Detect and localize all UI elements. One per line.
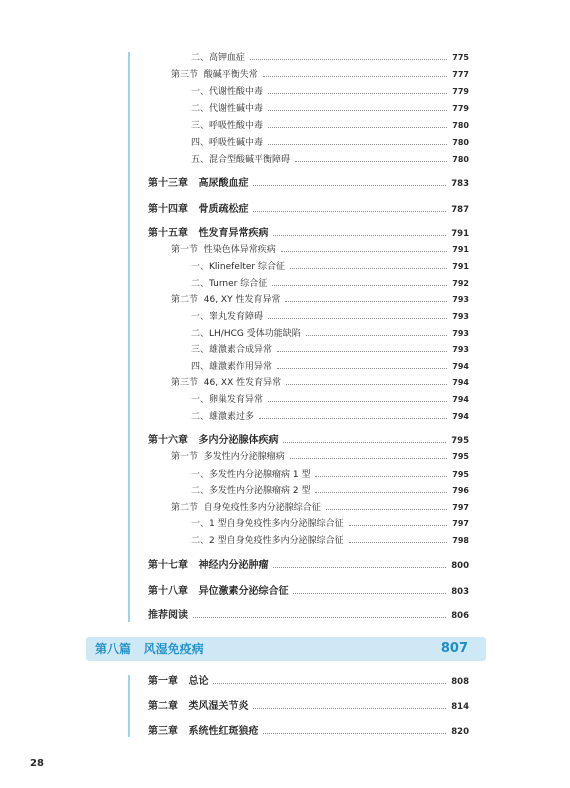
dot-leader: [273, 235, 446, 236]
toc-section: [0, 67, 570, 83]
toc-item: [0, 118, 570, 134]
toc-entry-page: 798: [452, 536, 469, 545]
toc-entry-page: 780: [452, 121, 469, 130]
toc-entry-title: 卵巢发育异常: [209, 395, 264, 405]
toc-entry-page: 779: [452, 87, 469, 96]
toc-entry-title: 混合型酸碱平衡障碍: [209, 155, 291, 165]
toc-item: [0, 533, 570, 549]
toc-entry-number: 第十四章: [148, 204, 188, 215]
toc-entry-page: 779: [452, 104, 469, 113]
dot-leader: [268, 127, 447, 128]
toc-entry-label: [148, 202, 248, 218]
toc-entry-number: 第一节: [171, 452, 199, 462]
dot-leader: [253, 211, 446, 212]
toc-entry-label: [191, 276, 267, 292]
toc-entry-page: 797: [452, 503, 469, 512]
toc-entry-number: 五、: [191, 155, 210, 165]
toc-entry-page: 794: [452, 412, 469, 421]
toc-chapter: [0, 226, 570, 242]
part-heading: [86, 637, 486, 661]
toc-entry-title: 呼吸性酸中毒: [209, 121, 264, 131]
toc-entry-page: 791: [452, 245, 469, 254]
toc-entry-label: [191, 342, 272, 358]
dot-leader: [285, 301, 447, 302]
dot-leader: [281, 251, 448, 252]
dot-leader: [349, 542, 448, 543]
toc-item: [0, 516, 570, 532]
dot-leader: [295, 161, 447, 162]
toc-entry-number: 第二节: [171, 503, 199, 513]
toc-entry-title: 呼吸性碱中毒: [209, 138, 264, 148]
toc-chapter: [0, 724, 570, 740]
toc-entry-number: 二、: [191, 53, 210, 63]
toc-entry-page: 793: [452, 345, 469, 354]
toc-entry-label: [191, 152, 290, 168]
toc-entry-page: 820: [451, 727, 469, 737]
toc-entry-label: [191, 483, 310, 499]
toc-entry-label: [191, 467, 310, 483]
toc-chapter: [0, 433, 570, 449]
toc-chapter: [0, 674, 570, 690]
toc-entry-number: 第十三章: [148, 178, 188, 189]
dot-leader: [268, 110, 447, 111]
toc-item: [0, 342, 570, 358]
dot-leader: [268, 93, 447, 94]
toc-entry-number: 第十六章: [148, 435, 188, 446]
toc-entry-page: 794: [452, 395, 469, 404]
dot-leader: [253, 185, 446, 186]
dot-leader: [250, 59, 447, 60]
dot-leader: [315, 492, 447, 493]
toc-entry-title: 神经内分泌肿瘤: [198, 560, 269, 571]
toc-entry-page: 803: [451, 587, 469, 597]
toc-entry-title: 代谢性碱中毒: [209, 104, 264, 114]
toc-entry-number: 一、: [191, 87, 210, 97]
toc-entry-label: [191, 409, 254, 425]
toc-chapter: [0, 176, 570, 192]
toc-item: [0, 135, 570, 151]
toc-entry-title: 1 型自身免疫性多内分泌腺综合征: [209, 519, 344, 529]
dot-leader: [326, 509, 448, 510]
toc-entry-number: 一、: [191, 470, 210, 480]
dot-leader: [290, 268, 447, 269]
dot-leader: [306, 335, 448, 336]
toc-entry-title: 性发育异常疾病: [198, 228, 269, 239]
toc-entry-title: 类风湿关节炎: [188, 701, 249, 712]
toc-entry-title: 系统性红斑狼疮: [188, 726, 259, 737]
toc-entry-number: 第一节: [171, 245, 199, 255]
toc-entry-title: 骨质疏松症: [198, 204, 249, 215]
toc-entry-label: [191, 392, 263, 408]
toc-entry-page: 808: [451, 677, 469, 687]
toc-item: [0, 326, 570, 342]
toc-entry-number: 二、: [191, 279, 210, 289]
toc-entry-page: 793: [452, 295, 469, 304]
toc-entry-number: 第二节: [171, 295, 199, 305]
toc-item: [0, 276, 570, 292]
toc-entry-label: [191, 84, 263, 100]
toc-entry-title: 酸碱平衡失常: [203, 70, 258, 80]
toc-entry-label: [171, 375, 281, 391]
toc-entry-number: 第二章: [148, 701, 178, 712]
page-number: 28: [30, 758, 44, 769]
toc-entry-number: 一、: [191, 395, 210, 405]
toc-entry-title: Klinefelter 综合征: [209, 262, 285, 272]
toc-section: [0, 375, 570, 391]
toc-item: [0, 359, 570, 375]
toc-entry-title: 多发性内分泌腺瘤病: [203, 452, 285, 462]
toc-entry-title: 代谢性酸中毒: [209, 87, 264, 97]
toc-item: [0, 259, 570, 275]
toc-entry-label: [148, 584, 288, 600]
toc-entry-label: [171, 67, 258, 83]
toc-entry-title: 多内分泌腺体疾病: [198, 435, 279, 446]
dot-leader: [268, 401, 447, 402]
toc-entry-title: 多发性内分泌腺瘤病 2 型: [209, 486, 311, 496]
toc-entry-page: 793: [452, 312, 469, 321]
toc-entry-label: [191, 50, 245, 66]
toc-entry-number: 四、: [191, 138, 210, 148]
toc-chapter: [0, 558, 570, 574]
toc-entry-label: [148, 674, 208, 690]
toc-entry-number: 二、: [191, 412, 210, 422]
toc-item: [0, 409, 570, 425]
dot-leader: [272, 285, 447, 286]
toc-section: [0, 242, 570, 258]
toc-entry-page: 797: [452, 519, 469, 528]
toc-entry-number: 三、: [191, 121, 210, 131]
toc-entry-title: 性染色体异常疾病: [203, 245, 276, 255]
toc-entry-number: 一、: [191, 312, 210, 322]
toc-entry-label: [171, 292, 280, 308]
toc-chapter: [0, 584, 570, 600]
toc-entry-number: 第一章: [148, 676, 178, 687]
toc-item: [0, 84, 570, 100]
dot-leader: [349, 525, 448, 526]
toc-entry-page: 793: [452, 329, 469, 338]
toc-item: [0, 152, 570, 168]
toc-entry-page: 787: [451, 205, 469, 215]
dot-leader: [268, 318, 447, 319]
dot-leader: [277, 351, 447, 352]
toc-entry-number: 四、: [191, 362, 210, 372]
toc-entry-label: [191, 135, 263, 151]
toc-entry-page: 794: [452, 378, 469, 387]
dot-leader: [259, 418, 447, 419]
toc-entry-title: 总论: [188, 676, 209, 687]
toc-entry-label: [148, 608, 188, 624]
part-page: 807: [440, 641, 468, 656]
toc-entry-title: 睾丸发育障碍: [209, 312, 264, 322]
toc-entry-number: 第十五章: [148, 228, 188, 239]
toc-entry-label: [191, 359, 272, 375]
toc-entry-label: [191, 118, 263, 134]
toc-entry-number: 三、: [191, 345, 210, 355]
dot-leader: [293, 593, 446, 594]
toc-entry-number: 二、: [191, 486, 210, 496]
toc-entry-number: 二、: [191, 536, 210, 546]
toc-entry-label: [191, 326, 301, 342]
toc-entry-page: 792: [452, 279, 469, 288]
toc-entry-number: 一、: [191, 262, 210, 272]
toc-entry-label: [148, 724, 258, 740]
toc-entry-page: 780: [452, 138, 469, 147]
toc-entry-page: 780: [452, 155, 469, 164]
toc-entry-page: 795: [452, 470, 469, 479]
dot-leader: [268, 144, 447, 145]
toc-entry-title: 46, XX 性发育异常: [203, 378, 282, 388]
toc-entry-label: [191, 101, 263, 117]
dot-leader: [290, 458, 448, 459]
toc-entry-number: 第三节: [171, 70, 199, 80]
dot-leader: [315, 476, 447, 477]
dot-leader: [253, 708, 446, 709]
toc-entry-page: 775: [452, 53, 469, 62]
toc-entry-page: 791: [451, 229, 469, 239]
toc-entry-number: 二、: [191, 104, 210, 114]
dot-leader: [263, 733, 446, 734]
toc-item: [0, 483, 570, 499]
toc-entry-label: [191, 533, 344, 549]
toc-entry-label: [171, 500, 321, 516]
toc-chapter: [0, 699, 570, 715]
toc-section: [0, 292, 570, 308]
toc-entry-page: 795: [452, 452, 469, 461]
toc-entry-label: [148, 176, 248, 192]
toc-entry-page: 806: [451, 611, 469, 621]
toc-entry-number: 第三章: [148, 726, 178, 737]
dot-leader: [277, 368, 447, 369]
toc-entry-title: 雄激素合成异常: [209, 345, 273, 355]
toc-entry-label: [191, 259, 285, 275]
toc-section: [0, 500, 570, 516]
toc-entry-page: 777: [452, 70, 469, 79]
toc-entry-title: 雄激素作用异常: [209, 362, 273, 372]
toc-item: [0, 467, 570, 483]
dot-leader: [283, 442, 446, 443]
dot-leader: [213, 683, 446, 684]
toc-entry-number: 第三节: [171, 378, 199, 388]
toc-entry-page: 783: [451, 179, 469, 189]
dot-leader: [263, 76, 448, 77]
toc-item: [0, 392, 570, 408]
toc-entry-page: 814: [451, 702, 469, 712]
toc-entry-title: 46, XY 性发育异常: [203, 295, 281, 305]
toc-section: [0, 449, 570, 465]
toc-entry-title: 自身免疫性多内分泌腺综合征: [203, 503, 321, 513]
toc-entry-number: 第十八章: [148, 586, 188, 597]
toc-item: [0, 101, 570, 117]
toc-entry-page: 794: [452, 362, 469, 371]
toc-entry-number: 一、: [191, 519, 210, 529]
toc-entry-title: 异位激素分泌综合征: [198, 586, 289, 597]
toc-entry-label: [148, 558, 268, 574]
dot-leader: [286, 384, 447, 385]
toc-entry-title: 高钾血症: [209, 53, 246, 63]
toc-entry-title: Turner 综合征: [209, 279, 268, 289]
toc-chapter: [0, 608, 570, 624]
dot-leader: [273, 567, 446, 568]
toc-item: [0, 309, 570, 325]
dot-leader: [193, 617, 446, 618]
toc-entry-label: [148, 433, 278, 449]
toc-entry-title: LH/HCG 受体功能缺陷: [209, 329, 301, 339]
toc-entry-label: [171, 242, 276, 258]
toc-entry-page: 791: [452, 262, 469, 271]
toc-entry-title: 高尿酸血症: [198, 178, 249, 189]
toc-entry-label: [171, 449, 285, 465]
toc-entry-number: 二、: [191, 329, 210, 339]
toc-entry-page: 800: [451, 561, 469, 571]
toc-entry-label: [191, 516, 344, 532]
toc-entry-title: 推荐阅读: [148, 610, 188, 621]
toc-entry-label: [148, 699, 248, 715]
toc-entry-page: 796: [452, 486, 469, 495]
toc-entry-title: 2 型自身免疫性多内分泌腺综合征: [209, 536, 344, 546]
toc-entry-number: 第十七章: [148, 560, 188, 571]
toc-entry-label: [148, 226, 268, 242]
toc-chapter: [0, 202, 570, 218]
toc-entry-label: [191, 309, 263, 325]
toc-item: [0, 50, 570, 66]
toc-entry-page: 795: [451, 436, 469, 446]
part-title: 第八篇 风湿免疫病: [95, 642, 204, 656]
toc-entry-title: 雄激素过多: [209, 412, 255, 422]
toc-entry-title: 多发性内分泌腺瘤病 1 型: [209, 470, 311, 480]
